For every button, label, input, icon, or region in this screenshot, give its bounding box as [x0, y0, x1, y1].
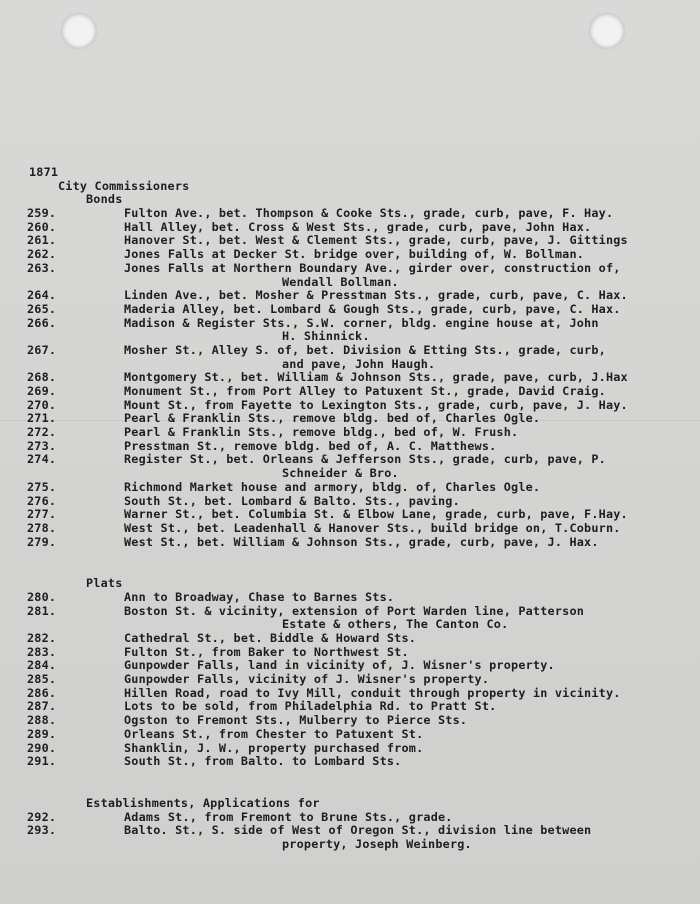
- entry-number: 264.: [27, 288, 57, 303]
- index-entry: [0, 728, 700, 742]
- index-entry: [0, 385, 700, 399]
- entry-number: 261.: [27, 233, 57, 248]
- entry-text: Pearl & Franklin Sts., remove bldg. bed of, Charles Ogle.: [124, 411, 541, 426]
- entry-text: Fulton Ave., bet. Thompson & Cooke Sts., grade, curb, pave, F. Hay.: [124, 206, 614, 221]
- punch-hole-left: [62, 14, 96, 48]
- section-heading: Plats: [86, 576, 123, 591]
- entry-text-continued: H. Shinnick.: [282, 329, 370, 344]
- entry-number: 268.: [27, 370, 57, 385]
- index-entry-continuation: [0, 467, 700, 481]
- entry-text: South St., from Balto. to Lombard Sts.: [124, 754, 402, 769]
- index-entry: [0, 440, 700, 454]
- entry-number: 282.: [27, 631, 57, 645]
- index-entry-continuation: [0, 618, 700, 632]
- entry-text: Cathedral St., bet. Biddle & Howard Sts.: [124, 631, 417, 645]
- entry-text: Jones Falls at Northern Boundary Ave., girder over, construction of,: [124, 260, 621, 275]
- index-entry: [0, 495, 700, 509]
- index-entry: [0, 234, 700, 248]
- entry-text: Madison & Register Sts., S.W. corner, bldg. engine house at, John: [124, 315, 599, 330]
- entry-number: 270.: [27, 397, 57, 412]
- index-entry-continuation: [0, 358, 700, 372]
- index-entry: [0, 221, 700, 235]
- entry-text: Register St., bet. Orleans & Jefferson Sts., grade, curb, pave, P.: [124, 452, 606, 467]
- entry-number: 273.: [27, 438, 57, 453]
- entry-text: Orleans St., from Chester to Patuxent St.: [124, 726, 424, 741]
- index-entry: [0, 646, 700, 660]
- index-content: [0, 166, 700, 852]
- index-entry: [0, 687, 700, 701]
- index-entry: [0, 289, 700, 303]
- index-entry: [0, 811, 700, 825]
- entry-text: Monument St., from Port Alley to Patuxent St., grade, David Craig.: [124, 384, 606, 398]
- entry-number: 274.: [27, 452, 57, 467]
- entry-text: Hall Alley, bet. Cross & West Sts., grade, curb, pave, John Hax.: [124, 219, 592, 234]
- entry-number: 271.: [27, 411, 57, 426]
- entry-number: 272.: [27, 425, 57, 440]
- index-entry: [0, 399, 700, 413]
- index-entry: [0, 371, 700, 385]
- section-heading: Establishments, Applications for: [86, 795, 320, 810]
- entry-text-continued: Estate & others, The Canton Co.: [282, 617, 509, 632]
- entry-text: West St., bet. Leadenhall & Hanover Sts., build bridge on, T.Coburn.: [124, 520, 621, 535]
- index-entry: [0, 426, 700, 440]
- entry-number: 285.: [27, 672, 57, 687]
- entry-text: Montgomery St., bet. William & Johnson Sts., grade, pave, curb, J.Hax: [124, 370, 628, 385]
- index-entry: [0, 824, 700, 838]
- entry-number: 265.: [27, 301, 57, 316]
- entry-number: 263.: [27, 260, 57, 275]
- entry-text: Hillen Road, road to Ivy Mill, conduit through property in vicinity.: [124, 685, 621, 700]
- entry-number: 275.: [27, 479, 57, 494]
- entry-text: West St., bet. William & Johnson Sts., grade, curb, pave, J. Hax.: [124, 534, 599, 549]
- index-entry: [0, 522, 700, 536]
- index-entry: [0, 536, 700, 550]
- index-entry: [0, 673, 700, 687]
- entry-number: 276.: [27, 493, 57, 508]
- section-spacer: [0, 769, 700, 797]
- entry-text: Presstman St., remove bldg. bed of, A. C. Matthews.: [124, 438, 497, 453]
- entry-number: 262.: [27, 247, 57, 262]
- entry-number: 284.: [27, 658, 57, 673]
- entry-text: Hanover St., bet. West & Clement Sts., grade, curb, pave, J. Gittings: [124, 233, 628, 248]
- entry-number: 281.: [27, 603, 57, 618]
- index-entry: [0, 591, 700, 605]
- entry-text: Richmond Market house and armory, bldg. of, Charles Ogle.: [124, 479, 541, 494]
- index-entry: [0, 700, 700, 714]
- entry-number: 259.: [27, 206, 57, 221]
- entry-text: Linden Ave., bet. Mosher & Presstman Sts., grade, curb, pave, C. Hax.: [124, 288, 628, 303]
- entry-number: 286.: [27, 685, 57, 700]
- entry-number: 267.: [27, 342, 57, 357]
- section-heading: Bonds: [86, 192, 123, 207]
- entry-number: 277.: [27, 507, 57, 522]
- punch-hole-right: [590, 14, 624, 48]
- index-entry-continuation: [0, 276, 700, 290]
- entry-text: Balto. St., S. side of West of Oregon St., division line between: [124, 823, 592, 838]
- index-entry: [0, 481, 700, 495]
- index-entry: [0, 632, 700, 646]
- department-heading: City Commissioners: [58, 178, 190, 193]
- entry-text-continued: Wendall Bollman.: [282, 274, 399, 289]
- index-entry: [0, 412, 700, 426]
- entry-text: Mount St., from Fayette to Lexington Sts., grade, curb, pave, J. Hay.: [124, 397, 628, 412]
- entry-number: 269.: [27, 384, 57, 398]
- entry-number: 279.: [27, 534, 57, 549]
- entry-text: Jones Falls at Decker St. bridge over, building of, W. Bollman.: [124, 247, 585, 262]
- entry-text: Pearl & Franklin Sts., remove bldg., bed of, W. Frush.: [124, 425, 519, 440]
- entry-text: South St., bet. Lombard & Balto. Sts., paving.: [124, 493, 460, 508]
- index-entry: [0, 344, 700, 358]
- entry-number: 280.: [27, 589, 57, 604]
- entry-text: Maderia Alley, bet. Lombard & Gough Sts., grade, curb, pave, C. Hax.: [124, 301, 621, 316]
- index-entry: [0, 262, 700, 276]
- entry-text: Mosher St., Alley S. of, bet. Division & Etting Sts., grade, curb,: [124, 342, 606, 357]
- entry-number: 266.: [27, 315, 57, 330]
- entry-number: 292.: [27, 809, 57, 824]
- entry-number: 260.: [27, 219, 57, 234]
- entry-number: 291.: [27, 754, 57, 769]
- entry-text-continued: and pave, John Haugh.: [282, 356, 436, 371]
- section-spacer: [0, 549, 700, 577]
- index-entry: [0, 742, 700, 756]
- index-entry: [0, 605, 700, 619]
- entry-text: Ann to Broadway, Chase to Barnes Sts.: [124, 589, 395, 604]
- index-entry-continuation: [0, 838, 700, 852]
- entry-text: Shanklin, J. W., property purchased from.: [124, 740, 424, 755]
- entry-text: Gunpowder Falls, land in vicinity of, J. Wisner's property.: [124, 658, 555, 673]
- index-entry: [0, 508, 700, 522]
- entry-text: Adams St., from Fremont to Brune Sts., grade.: [124, 809, 453, 824]
- index-entry: [0, 248, 700, 262]
- index-entry: [0, 207, 700, 221]
- entry-text: Boston St. & vicinity, extension of Port Warden line, Patterson: [124, 603, 585, 618]
- index-entry: [0, 659, 700, 673]
- entry-text: Fulton St., from Baker to Northwest St.: [124, 644, 409, 659]
- entry-text-continued: property, Joseph Weinberg.: [282, 836, 472, 851]
- index-entry: [0, 714, 700, 728]
- entry-text: Warner St., bet. Columbia St. & Elbow Lane, grade, curb, pave, F.Hay.: [124, 507, 628, 522]
- entry-text: Ogston to Fremont Sts., Mulberry to Pierce Sts.: [124, 713, 468, 728]
- index-entry: [0, 303, 700, 317]
- index-entry-continuation: [0, 330, 700, 344]
- entry-text-continued: Schneider & Bro.: [282, 466, 399, 481]
- year-heading: 1871: [29, 165, 59, 179]
- entry-number: 293.: [27, 823, 57, 838]
- index-entry: [0, 453, 700, 467]
- entry-text: Lots to be sold, from Philadelphia Rd. to Pratt St.: [124, 699, 497, 714]
- entry-number: 287.: [27, 699, 57, 714]
- entry-number: 278.: [27, 520, 57, 535]
- entry-number: 290.: [27, 740, 57, 755]
- entry-text: Gunpowder Falls, vicinity of J. Wisner's property.: [124, 672, 490, 687]
- entry-number: 289.: [27, 726, 57, 741]
- sections-container: [0, 193, 700, 851]
- index-entry: [0, 755, 700, 769]
- entry-number: 288.: [27, 713, 57, 728]
- index-entry: [0, 317, 700, 331]
- entry-number: 283.: [27, 644, 57, 659]
